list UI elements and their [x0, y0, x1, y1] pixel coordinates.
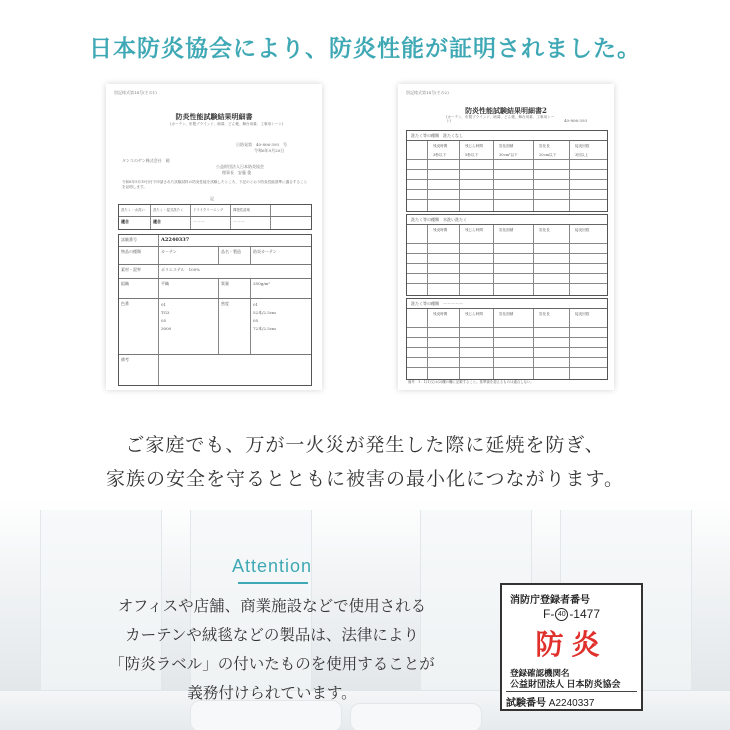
grid-line	[427, 141, 428, 211]
footnote: 備考 1：1(1)又は(2)欄の欄に記載すること。基準値を超えるものは適合しない。	[408, 380, 534, 384]
result-value: －－－	[231, 217, 271, 229]
test-number: A2240337	[548, 698, 595, 709]
grid-line	[407, 337, 607, 338]
result-label-blank	[271, 205, 311, 216]
column-header: 残じん時間	[465, 228, 483, 232]
color-values	[159, 299, 219, 354]
attention-line: 「防炎ラベル」の付いたものを使用することが	[109, 655, 435, 673]
sheet-title: 防炎性能試験結果明細書2	[465, 106, 547, 115]
grid-line	[569, 309, 570, 379]
column-header: 接炎回数	[575, 228, 590, 232]
statement: 令和6年9月19日付で申請された試験試料の防炎性能を試験したところ、下記のとおり防炎性能基準に適合することを証明します。	[122, 180, 308, 189]
section-header: 洗たく等の種類 －－－－－	[407, 299, 607, 309]
result-value-blank	[271, 217, 311, 229]
column-header: 炭化長	[539, 312, 550, 316]
sheet-subtitle: (カーテン、布製ブラインド、暗幕、どん帳、舞台用幕、工事用シート)	[446, 115, 555, 124]
label-registration-number	[502, 607, 641, 621]
headline: 日本防炎協会により、防炎性能が証明されました。	[89, 36, 641, 62]
product-value: カーテン	[159, 247, 219, 264]
results-section-2	[406, 214, 608, 296]
product-label: 物品の種類	[119, 247, 159, 264]
grid-line	[493, 225, 494, 295]
column-unit: 30cm²以下	[499, 153, 518, 157]
section-grid	[407, 309, 607, 379]
product-name-label: 品名・製造	[219, 247, 251, 264]
result-label: ドライクリーニング	[191, 205, 231, 216]
color-label: 色番	[119, 299, 159, 354]
weave-label: 組織	[119, 279, 159, 298]
test-number-label: 試験番号	[506, 698, 546, 709]
column-header: 残じん時間	[465, 144, 483, 148]
section-grid	[407, 225, 607, 295]
grid-line	[407, 327, 607, 328]
fire-retardant-label	[500, 583, 643, 711]
issue-date: 令和6年9月20日	[254, 148, 285, 153]
result-value: 適合	[151, 217, 191, 229]
product-name-value: 防炎カーテン	[253, 249, 277, 254]
color-value: 01	[161, 302, 167, 307]
issue-number: 日防発第 40-806-393 号	[236, 142, 288, 147]
grid-line	[407, 253, 607, 254]
grid-line	[427, 309, 428, 379]
result-label: 揮発性溶剤	[231, 205, 271, 216]
size-value: 72本/2.5cm	[253, 326, 276, 331]
bouen-mark: 防炎	[535, 628, 608, 661]
body-text	[0, 428, 730, 496]
grid-line	[493, 309, 494, 379]
column-header: 炭化長	[539, 228, 550, 232]
column-header: 炭化長	[539, 144, 550, 148]
column-unit: 20cm以下	[539, 153, 557, 157]
column-unit: 3回以上	[575, 153, 589, 157]
grid-line	[533, 309, 534, 379]
grid-line	[427, 225, 428, 295]
material-value: ポリエステル 100%	[161, 267, 201, 272]
grid-line	[407, 169, 607, 170]
size-value: 01	[253, 302, 259, 307]
attention-line: 義務付けられています。	[187, 684, 357, 702]
attention-title: Attention	[231, 556, 313, 576]
section-grid	[407, 141, 607, 211]
column-header: 接炎回数	[575, 312, 590, 316]
grid-line	[407, 159, 607, 160]
section-header: 洗たく等の種類 水洗い洗たく	[407, 215, 607, 225]
certificate-images	[0, 72, 730, 424]
color-value: 3000	[161, 326, 172, 331]
column-header: 残炎時間	[433, 312, 448, 316]
result-label: 洗たく・水洗い	[119, 205, 151, 216]
column-header: 炭化面積	[499, 228, 514, 232]
grid-line	[569, 141, 570, 211]
grid-line	[407, 357, 607, 358]
body-line: ご家庭でも、万が一火災が発生した際に延焼を防ぎ、	[125, 434, 605, 456]
density-label: 質量	[219, 279, 251, 298]
grid-line	[407, 263, 607, 264]
grid-line	[407, 273, 607, 274]
column-header: 接炎回数	[575, 144, 590, 148]
label-registrant-heading: 消防庁登録者番号	[510, 595, 590, 606]
result-value: 適合	[119, 217, 151, 229]
reg-prefix: F-	[542, 607, 555, 621]
grid-line	[533, 225, 534, 295]
column-header: 残炎時間	[433, 144, 448, 148]
grid-line	[407, 179, 607, 180]
material-label: 素材・混率	[119, 265, 159, 278]
label-test-number	[506, 691, 637, 709]
size-value: 52本/2.5cm	[253, 310, 276, 315]
attention-line: オフィスや店舗、商業施設などで使用される	[117, 597, 427, 615]
grid-line	[407, 347, 607, 348]
size-values	[251, 299, 311, 354]
certificate-sheet-1	[106, 84, 322, 390]
grid-line	[533, 141, 534, 211]
grid-line	[569, 225, 570, 295]
grid-line	[407, 189, 607, 190]
attention-body	[70, 592, 474, 708]
label-agency-heading: 登録確認機関名	[510, 668, 570, 678]
section-header: 洗たく等の種類 洗たくなし	[407, 131, 607, 141]
issuer-person: 理事長 安藤 俊	[222, 170, 252, 175]
ki-mark: 記	[210, 196, 214, 201]
test-number: A2240337	[161, 237, 190, 243]
body-line: 家族の安全を守るとともに被害の最小化につながります。	[105, 468, 625, 490]
column-header: 残じん時間	[465, 312, 483, 316]
grid-line	[459, 309, 460, 379]
form-number: 別記様式第14号(その1)	[114, 90, 157, 95]
column-unit: 3秒以下	[433, 153, 447, 157]
test-number-label: 試験番号	[119, 235, 159, 246]
density-value: 350g/m²	[253, 281, 270, 286]
size-label: 密度	[219, 299, 251, 354]
grid-line	[459, 141, 460, 211]
form-number: 別記様式第14号(その2)	[406, 90, 449, 95]
reg-circle: 40	[555, 608, 568, 621]
remarks-label: 備考	[119, 355, 159, 385]
attention-line: カーテンや絨毯などの製品は、法律により	[125, 626, 419, 644]
sheet-title: 防炎性能試験結果明細書	[175, 112, 253, 121]
column-header: 炭化面積	[499, 144, 514, 148]
grid-line	[407, 367, 607, 368]
issue-number: 40-806-393	[564, 118, 588, 123]
addressee: タンスのゲン株式会社 殿	[122, 158, 170, 163]
results-section-3	[406, 298, 608, 380]
column-header: 残炎時間	[433, 228, 448, 232]
color-value: 05	[161, 318, 167, 323]
reg-suffix: -1477	[569, 607, 601, 621]
weave-value: 平織	[159, 279, 219, 298]
detail-table	[118, 234, 312, 386]
result-table	[118, 204, 312, 230]
grid-line	[459, 225, 460, 295]
column-header: 炭化面積	[499, 312, 514, 316]
grid-line	[407, 243, 607, 244]
result-value: －－－	[191, 217, 231, 229]
attention-underline	[238, 582, 308, 584]
remarks-value	[159, 355, 311, 385]
issuer: 公益財団法人日本防炎協会	[216, 164, 264, 169]
column-unit: 5秒以下	[465, 153, 479, 157]
results-section-1	[406, 130, 608, 212]
color-value: TG3	[161, 310, 170, 315]
sheet-subtitle: (カーテン、布製ブラインド、暗幕、どん帳、舞台用幕、工事用シート)	[170, 122, 284, 126]
label-agency-name: 公益財団法人 日本防炎協会	[510, 679, 621, 689]
grid-line	[407, 283, 607, 284]
result-label: 洗たく・湿式洗たく	[151, 205, 191, 216]
grid-line	[493, 141, 494, 211]
grid-line	[407, 199, 607, 200]
size-value: 05	[253, 318, 259, 323]
certificate-sheet-2	[398, 84, 614, 390]
